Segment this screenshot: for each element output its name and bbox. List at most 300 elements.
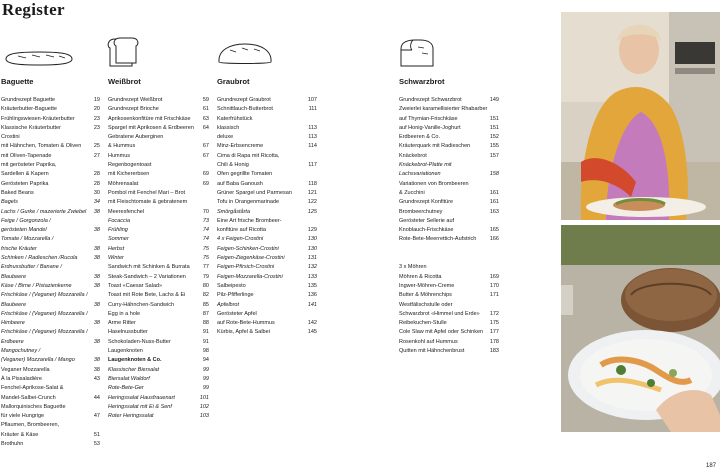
index-entry-title: Feigen-Schinken-Crostini: [217, 245, 279, 252]
index-entry-title: konfitüre auf Ricotta: [217, 227, 266, 234]
index-entry: [108, 319, 209, 328]
index-entry: [399, 142, 499, 151]
index-entry-page: 94: [202, 357, 209, 364]
column-heading-graubrot: Graubrot: [217, 77, 250, 86]
index-entry-title: Klassische Kräuterbutter: [1, 124, 61, 131]
index-entry-page: 151: [489, 124, 499, 131]
index-entry-page: 75: [202, 245, 209, 252]
index-entry-title: Rote-Bete-Ger: [108, 385, 144, 392]
index-entry-page: 99: [202, 366, 209, 373]
index-entry-title: Bagels: [1, 199, 18, 206]
index-entry-title: Chili & Honig: [217, 162, 249, 169]
index-entry: [217, 263, 317, 272]
index-entry-page: 74: [202, 236, 209, 243]
index-entry-title: Gerösteter Sellerie auf: [399, 217, 455, 224]
index-entry-title: Kürbis, Apfel & Salbei: [217, 329, 270, 336]
index-entry: [217, 189, 317, 198]
index-entry-title: Laugenknoten & Co.: [108, 357, 162, 364]
index-entry: [217, 319, 317, 328]
index-entry: [108, 263, 209, 272]
index-entry-title: mit Hähnchen, Tomaten & Oliven: [1, 143, 82, 150]
index-entry: [217, 217, 317, 226]
index-entry: [1, 133, 100, 142]
index-entry: [399, 338, 499, 347]
index-entry-page: 117: [308, 162, 317, 169]
index-entry: [1, 431, 100, 440]
index-entry-title: klassisch: [217, 124, 240, 131]
index-entry-title: Toast mit Rote Bete, Lachs & Ei: [108, 292, 186, 299]
index-entry-page: 130: [307, 245, 317, 252]
index-entry-page: 38: [93, 320, 100, 327]
index-entry: [399, 226, 499, 235]
index-entry: [1, 235, 100, 244]
index-entry-page: 38: [93, 208, 100, 215]
index-entry: [1, 301, 100, 310]
index-entry-title: 4 x Feigen-Crostini: [217, 236, 264, 243]
index-entry-title: Grundrezept Baguette: [1, 97, 56, 103]
index-entry-page: 169: [489, 273, 499, 280]
index-entry-page: 75: [202, 255, 209, 262]
index-entry-title: Focaccia: [108, 217, 131, 224]
index-entry-title: Quitten mit Hähnchenbrust: [399, 348, 465, 355]
index-entry: [108, 301, 209, 310]
index-entry-title: Frischkäse / (Veganer) Mozzarella /: [1, 329, 88, 336]
index-entry-title: Heringssalat mit Ei & Senf: [108, 403, 172, 410]
index-entry-title: Smörgåstårta: [217, 208, 251, 215]
index-entry-title: gerösteten Mandel: [1, 227, 47, 234]
index-entry-title: Feigen-Ziegenkäse-Crostini: [217, 255, 285, 262]
index-entry-title: auf Rote-Bete-Hummus: [217, 320, 275, 327]
index-entry: [108, 105, 209, 114]
index-entry: [217, 235, 317, 244]
index-entry-page: 151: [489, 115, 499, 122]
index-entry: [217, 291, 317, 300]
index-entry-page: 165: [489, 227, 499, 234]
index-entry-title: Laugenknoten: [108, 348, 143, 355]
index-entry: [399, 310, 499, 319]
index-entry-page: 166: [489, 236, 499, 243]
index-entry-title: Käse / Birne / Pistazienkerne: [1, 282, 72, 289]
index-entry-title: Zweierlei karamellisierter Rhabarber: [399, 106, 488, 113]
index-entry: [108, 133, 209, 142]
index-entry-title: mit Kichererbsen: [108, 171, 150, 178]
index-entry-title: Pflaumen, Brombeeren,: [1, 422, 60, 429]
index-entry-page: 38: [93, 282, 100, 289]
index-entry-page: 161: [489, 199, 499, 206]
index-entry: [1, 412, 100, 421]
index-entry-title: Baked Beans: [1, 189, 34, 196]
index-entry: [1, 356, 100, 365]
index-entry-page: 80: [202, 282, 209, 289]
index-entry-page: 38: [93, 273, 100, 280]
index-entry-title: Lachsvariationen: [399, 171, 441, 178]
index-entry-page: 133: [307, 273, 317, 280]
index-entry-page: 25: [93, 143, 100, 150]
index-entry-page: 38: [93, 245, 100, 252]
index-entry: [1, 366, 100, 375]
index-entry-page: 111: [308, 106, 317, 113]
index-entry-page: 135: [307, 282, 317, 289]
index-entry-title: Arme Ritter: [108, 320, 136, 327]
index-entry-title: Salbeipesto: [217, 282, 246, 289]
index-entry-title: Klassischer Biersalat: [108, 366, 160, 373]
index-entry-page: 113: [308, 124, 317, 131]
index-entry-page: 61: [202, 106, 209, 113]
index-entry-title: Brothuhn: [1, 440, 24, 447]
index-entry-page: 102: [199, 403, 209, 410]
index-entry-title: Gerösteter Apfel: [217, 310, 257, 317]
index-entry-title: Meeresfenchel: [108, 208, 145, 215]
index-entry-title: Grundrezept Schwarzbrot: [399, 97, 462, 103]
index-entry-title: Schnittlauch-Butterbrot: [217, 106, 273, 113]
index-entry: [108, 291, 209, 300]
index-entry: [217, 301, 317, 310]
index-entry-page: 63: [202, 115, 209, 122]
index-entry: [1, 152, 100, 161]
index-entry: [217, 245, 317, 254]
index-entry: [1, 96, 100, 105]
index-entry-page: 23: [93, 115, 100, 122]
index-entry-page: 177: [489, 329, 499, 336]
index-entry-title: Feigen-Mozzarella-Crostini: [217, 273, 283, 280]
index-entry: [108, 152, 209, 161]
index-entry-page: 28: [93, 180, 100, 187]
index-entry: [1, 394, 100, 403]
index-entry-title: Sandwich mit Schinken & Burrata: [108, 264, 190, 271]
index-entry-page: 152: [489, 134, 499, 141]
index-entry: [399, 115, 499, 124]
index-entry-title: Frischkäse / (Veganer) Mozzarella /: [1, 310, 88, 317]
index-entry-title: Variationen von Brombeeren: [399, 180, 469, 187]
index-entry-page: 82: [202, 292, 209, 299]
index-entry: [108, 328, 209, 337]
index-entry: [108, 403, 209, 412]
index-entry-page: 64: [202, 124, 209, 131]
index-entry: [108, 282, 209, 291]
index-entry-title: Westfälischstulle oder: [399, 301, 453, 308]
index-entry-title: Regenbogentoast: [108, 162, 152, 169]
index-entry: [217, 328, 317, 337]
index-entry: [1, 440, 100, 449]
index-entry-title: Steak-Sandwich – 2 Variationen: [108, 273, 186, 280]
index-entry: [1, 180, 100, 189]
baguette-icon: [2, 50, 76, 66]
index-entry: [217, 96, 317, 105]
index-entry: [399, 105, 499, 114]
index-entry: [399, 263, 499, 272]
index-entry-page: 38: [93, 366, 100, 373]
index-entry-title: Cima di Rapa mit Ricotta,: [217, 152, 280, 159]
index-entry-page: 129: [307, 227, 317, 234]
index-entry-title: Frühlingswiesen-Kräuterbutter: [1, 115, 75, 122]
index-entry-title: Egg in a hole: [108, 310, 141, 317]
index-entry-page: 44: [93, 394, 100, 401]
index-entry-page: 170: [489, 282, 499, 289]
index-entry-title: Kräuter & Käse: [1, 431, 39, 438]
index-entry-page: 19: [93, 97, 100, 103]
index-entry: [217, 105, 317, 114]
photo-bread-and-salad-plate: [561, 225, 720, 432]
index-entry: [1, 161, 100, 170]
column-list-graubrot: [217, 96, 317, 338]
index-entry-page: 87: [202, 310, 209, 317]
index-entry: [108, 208, 209, 217]
index-entry-page: 114: [308, 143, 317, 150]
index-entry-page: 161: [489, 189, 499, 196]
index-entry-page: 91: [202, 329, 209, 336]
index-entry-title: Katerfrühstück: [217, 115, 253, 122]
index-entry-title: Reibekuchen-Stulle: [399, 320, 447, 327]
index-entry: [399, 208, 499, 217]
index-entry-page: 136: [307, 292, 317, 299]
index-entry: [1, 291, 100, 300]
index-entry-page: 77: [202, 264, 209, 271]
index-entry-page: 142: [307, 320, 317, 327]
index-entry: [1, 384, 100, 393]
index-entry-page: 91: [202, 338, 209, 345]
index-entry: [217, 152, 317, 161]
index-entry-page: 178: [489, 338, 499, 345]
index-entry-title: Feigen-Pfirsich-Crostini: [217, 264, 275, 271]
index-entry-page: 69: [202, 180, 209, 187]
index-entry: [399, 198, 499, 207]
index-entry-title: Tofu in Orangenmarinade: [217, 199, 280, 206]
index-entry: [217, 254, 317, 263]
index-entry-page: 101: [199, 394, 209, 401]
index-entry-page: 53: [93, 440, 100, 447]
index-entry-title: Kräuterquark mit Radieschen: [399, 143, 471, 150]
index-entry: [1, 375, 100, 384]
index-entry: [108, 142, 209, 151]
index-entry: [1, 310, 100, 319]
index-entry: [399, 170, 499, 179]
index-entry: [399, 124, 499, 133]
index-entry: [1, 338, 100, 347]
index-entry-page: 172: [489, 310, 499, 317]
index-entry: [108, 347, 209, 356]
index-entry: [399, 328, 499, 337]
index-entry-page: 118: [308, 180, 317, 187]
index-entry: [399, 133, 499, 142]
index-entry-title: Lachs / Gurke / mazerierte Zwiebel: [1, 208, 87, 215]
index-entry-page: 99: [202, 385, 209, 392]
index-entry: [1, 263, 100, 272]
index-entry-title: Schinken / Radieschen /Rucola: [1, 255, 78, 262]
index-entry-title: Tomate / Mozzarella /: [1, 236, 54, 243]
index-entry-title: Cole Slaw mit Apfel oder Schinken: [399, 329, 484, 336]
index-entry: [217, 133, 317, 142]
index-entry-title: mit gerösteter Paprika,: [1, 162, 57, 169]
index-entry-page: 30: [93, 189, 100, 196]
index-entry-title: Ingwer-Möhren-Creme: [399, 282, 455, 289]
index-entry: [1, 226, 100, 235]
index-entry-title: für viele Hungrige: [1, 413, 45, 420]
index-entry-title: Eine Art frische Brombeer-: [217, 217, 282, 224]
index-entry-title: & Zucchini: [399, 189, 425, 196]
index-entry-page: 99: [202, 375, 209, 382]
index-entry-title: Sommer: [108, 236, 129, 243]
index-entry-title: Butter & Möhrenchips: [399, 292, 452, 299]
index-entry: [108, 198, 209, 207]
index-entry-title: Herbst: [108, 245, 125, 252]
index-entry-page: 130: [307, 236, 317, 243]
index-entry-page: 70: [202, 208, 209, 215]
index-entry: [217, 208, 317, 217]
index-entry: [108, 180, 209, 189]
index-entry: [108, 254, 209, 263]
index-entry-title: Toast «Caesar Salad»: [108, 282, 163, 289]
index-entry: [1, 105, 100, 114]
index-entry-title: Frühling: [108, 227, 128, 234]
index-entry-page: 85: [202, 301, 209, 308]
index-entry-page: 34: [93, 199, 100, 206]
index-entry-title: Feige / Gorgonzola /: [1, 217, 51, 224]
index-entry: [399, 301, 499, 310]
index-entry-page: 158: [489, 171, 499, 178]
index-entry: [217, 142, 317, 151]
index-entry-title: Gerösteten Paprika: [1, 180, 49, 187]
column-list-schwarzbrot: [399, 96, 499, 356]
index-entry-page: 20: [93, 106, 100, 113]
index-entry-page: 27: [93, 152, 100, 159]
index-entry-title: auf Baba Ganoush: [217, 180, 263, 187]
index-entry-title: Roter Heringssalat: [108, 413, 154, 420]
column-heading-weissbrot: Weißbrot: [108, 77, 141, 86]
index-entry-page: 155: [489, 143, 499, 150]
index-entry-page: 103: [199, 413, 209, 420]
index-entry-title: mit Fleischtomate & gebratenem: [108, 199, 188, 206]
index-entry-title: (Veganer) Mozzarella / Mango: [1, 357, 75, 364]
index-entry: [108, 189, 209, 198]
index-entry-title: Gebratene Auberginen: [108, 134, 164, 141]
index-entry: [1, 208, 100, 217]
index-entry-page: 28: [93, 171, 100, 178]
index-entry-title: Grüner Spargel und Parmesan: [217, 189, 292, 196]
column-heading-schwarzbrot: Schwarzbrot: [399, 77, 445, 86]
index-entry: [1, 245, 100, 254]
index-entry: [108, 375, 209, 384]
index-entry-page: 73: [202, 217, 209, 224]
index-entry: [1, 217, 100, 226]
index-entry-title: auf Honig-Vanille-Joghurt: [399, 124, 461, 131]
index-entry: [108, 338, 209, 347]
index-entry: [108, 310, 209, 319]
index-entry-title: À la Pissaladière: [1, 375, 42, 382]
index-entry-page: 122: [307, 199, 317, 206]
index-entry-title: Veganer Mozzarella: [1, 366, 50, 373]
index-entry: [1, 189, 100, 198]
index-entry-page: 38: [93, 338, 100, 345]
page-title: Register: [2, 0, 65, 19]
index-entry-page: 141: [307, 301, 317, 308]
index-entry: [399, 273, 499, 282]
index-entry-title: Mallorquinisches Baguette: [1, 403, 66, 410]
index-entry: [1, 142, 100, 151]
index-entry-page: 43: [93, 375, 100, 382]
index-entry-title: Himbeere: [1, 320, 25, 327]
index-entry: [399, 161, 499, 170]
index-entry-title: Minz-Erbsencreme: [217, 143, 264, 150]
index-entry: [108, 235, 209, 244]
index-entry: [1, 319, 100, 328]
index-entry-title: Hummus: [108, 152, 131, 159]
index-entry-title: Mandel-Salbei-Crunch: [1, 394, 56, 401]
index-entry: [1, 328, 100, 337]
index-entry-title: Ofen gegrillte Tomaten: [217, 171, 273, 178]
index-entry: [399, 152, 499, 161]
index-entry-page: 69: [202, 171, 209, 178]
index-entry-title: Grundrezept Brioche: [108, 106, 159, 113]
index-entry-title: Knoblauch-Frischkäse: [399, 227, 454, 234]
index-entry-title: Erdnussbutter / Banane /: [1, 264, 62, 271]
index-entry: [1, 170, 100, 179]
index-entry: [108, 273, 209, 282]
index-entry: [1, 282, 100, 291]
index-entry-page: 132: [307, 264, 317, 271]
index-entry: [108, 170, 209, 179]
index-entry-page: 131: [307, 255, 317, 262]
index-entry: [217, 310, 317, 319]
index-entry-page: 121: [307, 189, 317, 196]
index-entry-page: 47: [93, 413, 100, 420]
index-entry-title: auf Thymian-Frischkäse: [399, 115, 458, 122]
index-entry: [217, 282, 317, 291]
index-entry: [217, 161, 317, 170]
toast-bread-icon: [106, 36, 140, 68]
index-entry: [108, 412, 209, 421]
index-entry-title: Grundrezept Weißbrot: [108, 97, 163, 103]
round-loaf-icon: [216, 42, 274, 66]
index-entry: [399, 189, 499, 198]
index-entry-title: mit Oliven-Tapenade: [1, 152, 52, 159]
index-entry-title: Erdbeeren & Co.: [399, 134, 440, 141]
index-entry-page: 23: [93, 124, 100, 131]
index-entry-title: Schokoladen-Nuss-Butter: [108, 338, 171, 345]
index-entry-title: Rote-Bete-Meerrettich-Aufstrich: [399, 236, 477, 243]
index-entry-title: Knäckebrot: [399, 152, 427, 159]
index-entry-title: Haselnussbutter: [108, 329, 148, 336]
index-entry-title: Sardellen & Kapern: [1, 171, 49, 178]
index-entry-page: 125: [307, 208, 317, 215]
index-entry-page: 113: [308, 134, 317, 141]
index-entry-title: Biersalat Waldorf: [108, 375, 150, 382]
index-entry: [1, 273, 100, 282]
index-entry: [399, 96, 499, 105]
index-entry: [217, 115, 317, 124]
index-entry-page: 38: [93, 255, 100, 262]
index-entry: [108, 115, 209, 124]
index-entry-page: 59: [202, 97, 209, 103]
index-entry-page: 38: [93, 227, 100, 234]
index-entry-title: Winter: [108, 255, 124, 262]
index-entry-page: 38: [93, 301, 100, 308]
index-entry: [399, 235, 499, 244]
index-entry-title: Grundrezept Konfitüre: [399, 199, 454, 206]
column-list-baguette: [1, 96, 100, 449]
index-entry-page: 175: [489, 320, 499, 327]
index-entry: [1, 124, 100, 133]
index-entry: [108, 226, 209, 235]
index-entry: [108, 124, 209, 133]
index-entry: [217, 180, 317, 189]
index-entry-title: Fenchel-Aprikose-Salat &: [1, 385, 64, 392]
index-entry-title: Frischkäse / (Veganer) Mozzarella /: [1, 292, 88, 299]
index-entry-title: Rosenkohl auf Hummus: [399, 338, 458, 345]
index-entry: [108, 384, 209, 393]
index-entry-title: Kräuterbutter-Baguette: [1, 106, 57, 113]
index-entry: [1, 115, 100, 124]
index-entry: [1, 254, 100, 263]
